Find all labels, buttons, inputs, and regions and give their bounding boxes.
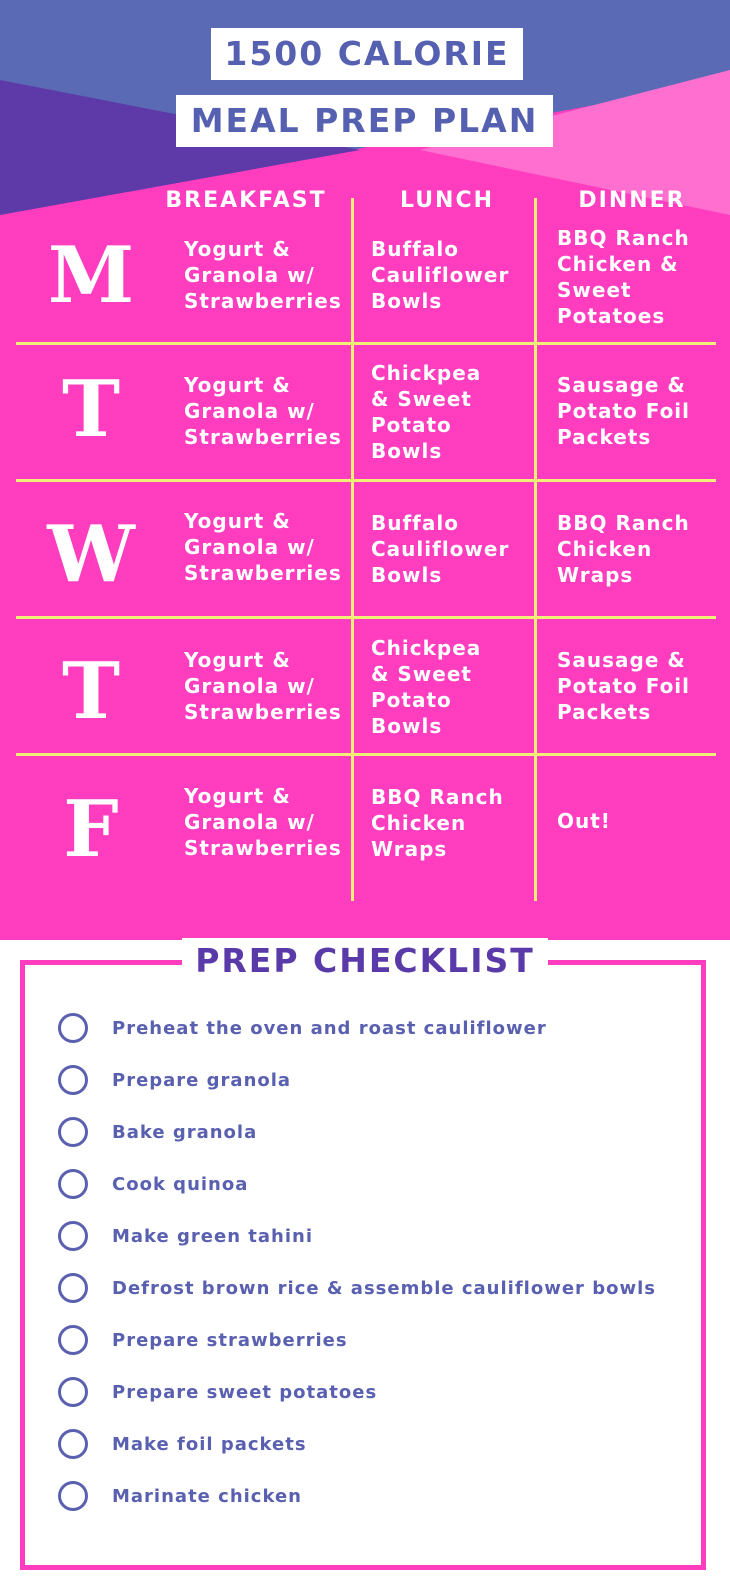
checklist-title: PREP CHECKLIST [182, 938, 548, 984]
checklist-item[interactable] [58, 1424, 307, 1464]
checklist-item[interactable] [58, 1164, 248, 1204]
checkbox-circle-icon[interactable] [58, 1377, 88, 1407]
checkbox-circle-icon[interactable] [58, 1117, 88, 1147]
meal-cell-lunch: Chickpea & Sweet Potato Bowls [371, 636, 482, 738]
grid-horizontal-line [16, 342, 716, 345]
checklist-item-label: Prepare strawberries [112, 1329, 348, 1351]
checklist-item[interactable] [58, 1372, 377, 1412]
meal-cell-breakfast: Yogurt & Granola w/ Strawberries [184, 237, 342, 313]
checklist-item[interactable] [58, 1476, 302, 1516]
checkbox-circle-icon[interactable] [58, 1169, 88, 1199]
checklist-item-label: Prepare granola [112, 1069, 292, 1091]
checklist-item-label: Defrost brown rice & assemble cauliflower bowls [112, 1277, 656, 1299]
checklist-item-label: Bake granola [112, 1121, 258, 1143]
checklist-item[interactable] [58, 1268, 656, 1308]
checkbox-circle-icon[interactable] [58, 1065, 88, 1095]
checklist-item-label: Make foil packets [112, 1433, 307, 1455]
column-header-breakfast: BREAKFAST [165, 188, 327, 213]
day-letter: F [63, 784, 119, 875]
column-header-lunch: LUNCH [399, 188, 495, 213]
meal-cell-lunch: Buffalo Cauliflower Bowls [371, 237, 510, 313]
day-letter: M [47, 230, 135, 321]
meal-cell-lunch: Buffalo Cauliflower Bowls [371, 511, 510, 587]
day-letter: W [47, 509, 135, 600]
meal-cell-lunch: BBQ Ranch Chicken Wraps [371, 785, 504, 861]
title-line-1: 1500 CALORIE [211, 28, 523, 80]
grid-vertical-line [534, 198, 537, 901]
meal-cell-dinner: Out! [557, 809, 611, 833]
day-letter: T [61, 646, 121, 737]
checklist-item-label: Preheat the oven and roast cauliflower [112, 1017, 547, 1039]
checklist-item-label: Marinate chicken [112, 1485, 302, 1507]
meal-cell-dinner: Sausage & Potato Foil Packets [557, 648, 691, 724]
checklist-item[interactable] [58, 1060, 291, 1100]
checklist-item-label: Prepare sweet potatoes [112, 1381, 378, 1403]
checklist-item-label: Cook quinoa [112, 1173, 249, 1195]
grid-vertical-line [351, 198, 354, 901]
grid-horizontal-line [16, 753, 716, 756]
checkbox-circle-icon[interactable] [58, 1221, 88, 1251]
meal-cell-breakfast: Yogurt & Granola w/ Strawberries [184, 373, 342, 449]
checkbox-circle-icon[interactable] [58, 1481, 88, 1511]
meal-cell-breakfast: Yogurt & Granola w/ Strawberries [184, 509, 342, 585]
meal-cell-breakfast: Yogurt & Granola w/ Strawberries [184, 648, 342, 724]
meal-cell-dinner: BBQ Ranch Chicken & Sweet Potatoes [557, 226, 690, 328]
checkbox-circle-icon[interactable] [58, 1429, 88, 1459]
checklist-item[interactable] [58, 1008, 547, 1048]
grid-horizontal-line [16, 479, 716, 482]
checklist-item[interactable] [58, 1112, 257, 1152]
meal-cell-breakfast: Yogurt & Granola w/ Strawberries [184, 784, 342, 860]
meal-cell-dinner: BBQ Ranch Chicken Wraps [557, 511, 690, 587]
meal-cell-lunch: Chickpea & Sweet Potato Bowls [371, 361, 482, 463]
column-header-dinner: DINNER [578, 188, 686, 213]
checklist-item[interactable] [58, 1216, 313, 1256]
day-letter: T [61, 364, 121, 455]
meal-cell-dinner: Sausage & Potato Foil Packets [557, 373, 691, 449]
checkbox-circle-icon[interactable] [58, 1013, 88, 1043]
checkbox-circle-icon[interactable] [58, 1273, 88, 1303]
checklist-item[interactable] [58, 1320, 348, 1360]
grid-horizontal-line [16, 616, 716, 619]
title-line-2: MEAL PREP PLAN [176, 95, 553, 147]
checklist-item-label: Make green tahini [112, 1225, 313, 1247]
checkbox-circle-icon[interactable] [58, 1325, 88, 1355]
